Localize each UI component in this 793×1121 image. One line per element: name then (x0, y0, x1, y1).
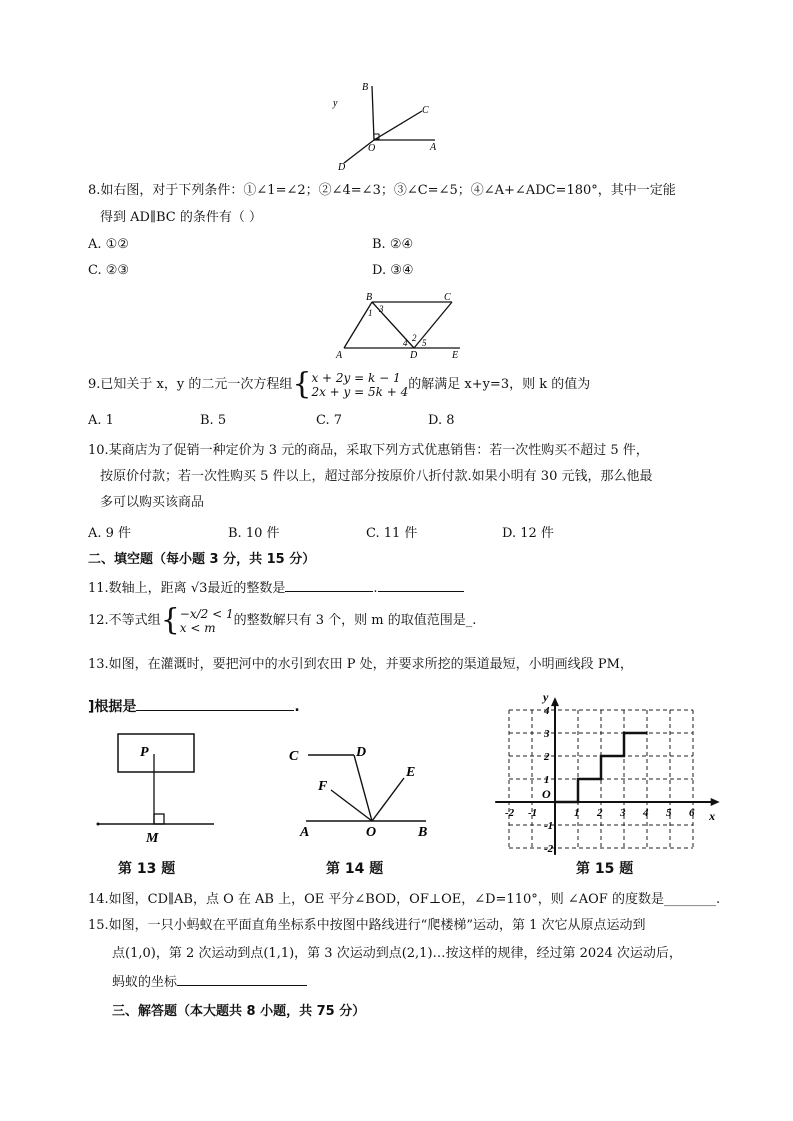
q12-ineq1: −x/2 < 1 (179, 606, 234, 621)
q9-option-b[interactable]: B. 5 (200, 413, 227, 428)
label-2: 2 (412, 333, 417, 343)
label-C: C (422, 105, 429, 116)
q9-option-a[interactable]: A. 1 (88, 413, 114, 428)
q9-option-d[interactable]: D. 8 (428, 413, 455, 428)
q9-suffix: 的解满足 x+y=3，则 k 的值为 (408, 377, 591, 392)
q8-line2: 得到 AD∥BC 的条件有（ ） (100, 210, 262, 225)
q10-line2: 按原价付款；若一次性购买 5 件以上，超过部分按原价八折付款.如果小明有 30 元钱，那么他最 (100, 469, 653, 484)
q10-line3: 多可以购买该商品 (100, 495, 205, 510)
y-tick-label: 4 (544, 705, 550, 717)
label-B: B (362, 82, 369, 93)
label-F: F (318, 779, 328, 794)
y-tick-label: -2 (544, 843, 554, 855)
section-2-heading: 二、填空题（每小题 3 分，共 15 分） (88, 552, 316, 567)
caption-q15: 第 15 题 (576, 861, 634, 877)
q9-stem (88, 366, 591, 402)
q15-line3 (112, 971, 307, 993)
caption-q14: 第 14 题 (326, 861, 384, 877)
x-tick-label: 4 (643, 807, 649, 819)
y-axis-label: y (543, 690, 549, 705)
label-B: B (418, 825, 428, 838)
figure-q13 (92, 728, 222, 848)
label-y: y (333, 98, 338, 109)
x-tick-label: -2 (505, 807, 515, 819)
q8-option-b[interactable]: B. ②④ (372, 237, 414, 252)
q10-option-d[interactable]: D. 12 件 (502, 526, 554, 541)
label-C: C (444, 292, 451, 303)
label-D: D (356, 745, 367, 760)
label-5: 5 (422, 338, 427, 348)
q15-line2: 点(1,0)，第 2 次运动到点(1,1)，第 3 次运动到点(2,1)…按这样的规律，经过第 2024 次运动后， (112, 946, 682, 961)
q13-line2 (88, 696, 300, 718)
q13-reason-prefix: ]根据是 (88, 699, 137, 715)
brace: { (292, 366, 312, 402)
x-axis-label: x (709, 809, 716, 823)
q12-prefix: 12.不等式组 (88, 613, 161, 628)
q13-line1: 13.如图，在灌溉时，要把河中的水引到农田 P 处，并要求所挖的渠道最短，小明画线段 PM， (88, 657, 633, 672)
q8-option-d[interactable]: D. ③④ (372, 263, 414, 278)
label-3: 3 (379, 304, 384, 314)
y-axis-arrow (551, 697, 559, 706)
label-E: E (406, 765, 416, 780)
q8-line1: 8.如右图，对于下列条件：①∠1=∠2；②∠4=∠3；③∠C=∠5；④∠A+∠ADC=180°，其中一定能 (88, 183, 676, 198)
q9-eq2: 2x + y = 5k + 4 (311, 384, 409, 399)
brace: { (160, 602, 180, 638)
q10-option-a[interactable]: A. 9 件 (88, 526, 132, 541)
q11-sep: . (373, 581, 378, 596)
label-A: A (336, 350, 343, 360)
q12-inequality-system (180, 607, 234, 635)
q15-coordinate-prefix: 蚂蚁的坐标 (112, 975, 178, 990)
label-D: D (338, 162, 346, 173)
x-tick-label: -1 (528, 807, 538, 819)
y-tick-label: 1 (544, 774, 550, 786)
q11-prefix: 11.数轴上，距离 (88, 581, 187, 596)
q15-line1: 15.如图，一只小蚂蚁在平面直角坐标系中按图中路线进行“爬楼梯”运动，第 1 次它从原点运动到 (88, 918, 646, 933)
label-E: E (452, 350, 459, 360)
label-C: C (289, 749, 299, 764)
x-axis-arrow (711, 798, 720, 806)
x-tick-label: 5 (666, 807, 672, 819)
q12-suffix: 的整数解只有 3 个，则 m 的取值范围是_. (233, 613, 477, 628)
label-4: 4 (403, 338, 408, 348)
staircase-path (555, 733, 647, 802)
figure-q8-parallelogram (330, 288, 475, 360)
q9-equation-system (311, 371, 408, 399)
label-B: B (366, 292, 373, 303)
q9-option-c[interactable]: C. 7 (316, 413, 343, 428)
label-A: A (300, 825, 310, 838)
y-tick-label: 2 (544, 751, 550, 763)
origin-label: O (542, 787, 551, 801)
label-M: M (146, 831, 159, 846)
q15-blank[interactable] (177, 971, 307, 986)
q11-stem (88, 577, 464, 599)
label-P: P (140, 745, 149, 760)
q10-line1: 10.某商店为了促销一种定价为 3 元的商品，采取下列方式优惠销售：若一次性购买不超过 5 件， (88, 443, 649, 458)
q11-suffix: 最近的整数是 (207, 581, 286, 596)
q13-end: . (294, 699, 300, 715)
q10-option-c[interactable]: C. 11 件 (366, 526, 418, 541)
label-O: O (366, 825, 377, 838)
y-tick-label: -1 (544, 820, 554, 832)
figure-q15-staircase (495, 686, 720, 858)
q8-option-a[interactable]: A. ①② (88, 237, 129, 252)
q12-ineq2: x < m (179, 620, 216, 635)
q9-eq1: x + 2y = k − 1 (311, 370, 401, 385)
label-O: O (368, 143, 376, 154)
label-A: A (430, 142, 437, 153)
label-1: 1 (368, 308, 373, 318)
x-tick-label: 6 (689, 807, 695, 819)
figure-q14 (286, 738, 436, 838)
q10-option-b[interactable]: B. 10 件 (228, 526, 280, 541)
q8-option-c[interactable]: C. ②③ (88, 263, 130, 278)
section-3-heading: 三、解答题（本大题共 8 小题，共 75 分） (112, 1004, 366, 1019)
figure-q7-angles (330, 78, 450, 178)
y-tick-label: 3 (544, 728, 550, 740)
q11-blank-2[interactable] (378, 577, 464, 592)
label-D: D (410, 350, 418, 360)
caption-q13: 第 13 题 (118, 861, 176, 877)
x-tick-label: 3 (620, 807, 626, 819)
q11-blank-1[interactable] (285, 577, 373, 592)
q14-stem: 14.如图，CD∥AB，点 O 在 AB 上，OE 平分∠BOD，OF⊥OE，∠D=110°，则 ∠AOF 的度数是________. (88, 892, 721, 907)
q12-stem (88, 602, 477, 638)
q9-prefix: 9.已知关于 x，y 的二元一次方程组 (88, 377, 293, 392)
x-tick-label: 2 (597, 807, 603, 819)
q11-sqrt3: √3 (190, 581, 208, 596)
x-tick-label: 1 (574, 807, 580, 819)
q13-blank[interactable] (136, 696, 294, 711)
